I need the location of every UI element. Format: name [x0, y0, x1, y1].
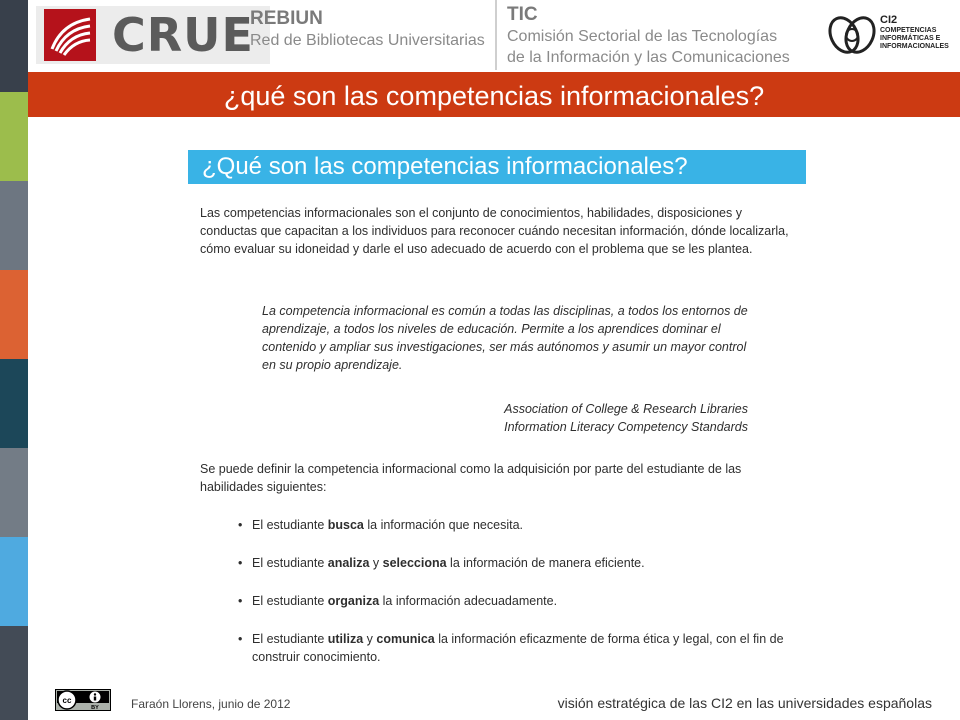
crue-label: CRUE: [112, 8, 254, 62]
rebiun-subtitle: Red de Bibliotecas Universitarias: [250, 32, 485, 49]
left-color-strip: [0, 0, 28, 720]
definition-paragraph: Se puede definir la competencia informacional como la adquisición por parte del estudiante de las habilidades siguientes:: [200, 462, 742, 494]
bullet-text: El estudiante: [252, 594, 328, 608]
ci2-knot-icon: [828, 12, 876, 58]
intro-paragraph: Las competencias informacionales son el conjunto de conocimientos, habilidades, disposiciones y conductas que capacitan a los individuos para reconocer cuándo necesitan información, dónde localizarla, cómo evaluar su idoneidad y darle el uso adecuado de acuerdo con el problema que se les plantea.: [200, 206, 789, 256]
tic-line-2: de la Información y las Comunicaciones: [507, 49, 790, 66]
cc-by-label: BY: [91, 705, 99, 711]
bullet-icon: •: [238, 594, 243, 608]
quote-source: [348, 400, 748, 436]
strip-block: [0, 270, 28, 359]
bullet-keyword: utiliza: [327, 632, 364, 646]
title-banner: [28, 72, 960, 117]
ci2-line-2: INFORMÁTICAS E: [880, 35, 941, 42]
bullet-text: y: [369, 556, 383, 570]
source-line-2: Information Literacy Competency Standards: [504, 420, 748, 434]
ci2-line-1: COMPETENCIAS: [880, 27, 937, 34]
footer-author: Faraón Llorens, junio de 2012: [131, 697, 291, 711]
bullet-text: la información eficazmente de forma ética y legal, con el fin de construir conocimiento.: [252, 632, 784, 664]
tic-logo: [507, 4, 817, 68]
ci2-title: CI2: [880, 14, 898, 26]
strip-block: [0, 92, 28, 181]
bullet-text: la información que necesita.: [363, 518, 524, 532]
ci2-subtitle: [880, 27, 960, 51]
bullet-text: la información adecuadamente.: [379, 594, 558, 608]
list-item: [238, 516, 798, 534]
bullet-text: El estudiante: [252, 632, 328, 646]
ci2-line-3: INFORMACIONALES: [880, 43, 949, 50]
document-title: ¿Qué son las competencias informacionales?: [202, 153, 688, 180]
bullet-text: El estudiante: [252, 518, 328, 532]
bullet-text: El estudiante: [252, 556, 328, 570]
quote-paragraph: La competencia informacional es común a todas las disciplinas, a todos los entornos de aprendizaje, a todos los niveles de educación. Permite a los aprendices dominar el contenido y ampliar sus investigaciones, ser más autónomos y asumir un mayor control en su propio aprendizaje.: [262, 304, 748, 372]
list-item: [238, 630, 798, 666]
strip-block: [0, 537, 28, 626]
bullet-text: y: [363, 632, 377, 646]
document-image: [188, 150, 808, 685]
list-item: [238, 592, 798, 610]
bullet-icon: •: [238, 556, 243, 570]
bullet-keyword: organiza: [327, 594, 380, 608]
bullet-keyword: busca: [327, 518, 364, 532]
strip-block: [0, 448, 28, 537]
document-title-bar: [188, 150, 806, 184]
skills-list: [238, 516, 798, 666]
bullet-icon: •: [238, 518, 243, 532]
svg-text:cc: cc: [62, 696, 72, 705]
list-item: [238, 554, 798, 572]
crue-logo: [36, 6, 270, 64]
bullet-icon: •: [238, 632, 243, 646]
strip-block: [0, 181, 28, 270]
bullet-keyword: selecciona: [382, 556, 447, 570]
bullet-keyword: analiza: [327, 556, 370, 570]
crue-emblem-icon: [44, 9, 96, 61]
source-line-1: Association of College & Research Libraries: [504, 402, 748, 416]
rebiun-logo: [250, 8, 506, 64]
strip-block: [0, 359, 28, 448]
bullet-keyword: comunica: [376, 632, 435, 646]
slide-title: ¿qué son las competencias informacionales?: [223, 81, 765, 111]
strip-block: [0, 626, 28, 720]
header-logos: [28, 0, 960, 72]
tic-title: TIC: [507, 4, 538, 25]
bullet-text: la información de manera eficiente.: [446, 556, 645, 570]
logo-divider: [495, 0, 497, 70]
rebiun-title: REBIUN: [250, 8, 323, 29]
footer-subtitle: visión estratégica de las CI2 en las universidades españolas: [557, 695, 932, 711]
strip-block: [0, 0, 28, 92]
ci2-logo: [828, 12, 960, 60]
tic-line-1: Comisión Sectorial de las Tecnologías: [507, 28, 778, 45]
creative-commons-badge[interactable]: [55, 689, 111, 711]
